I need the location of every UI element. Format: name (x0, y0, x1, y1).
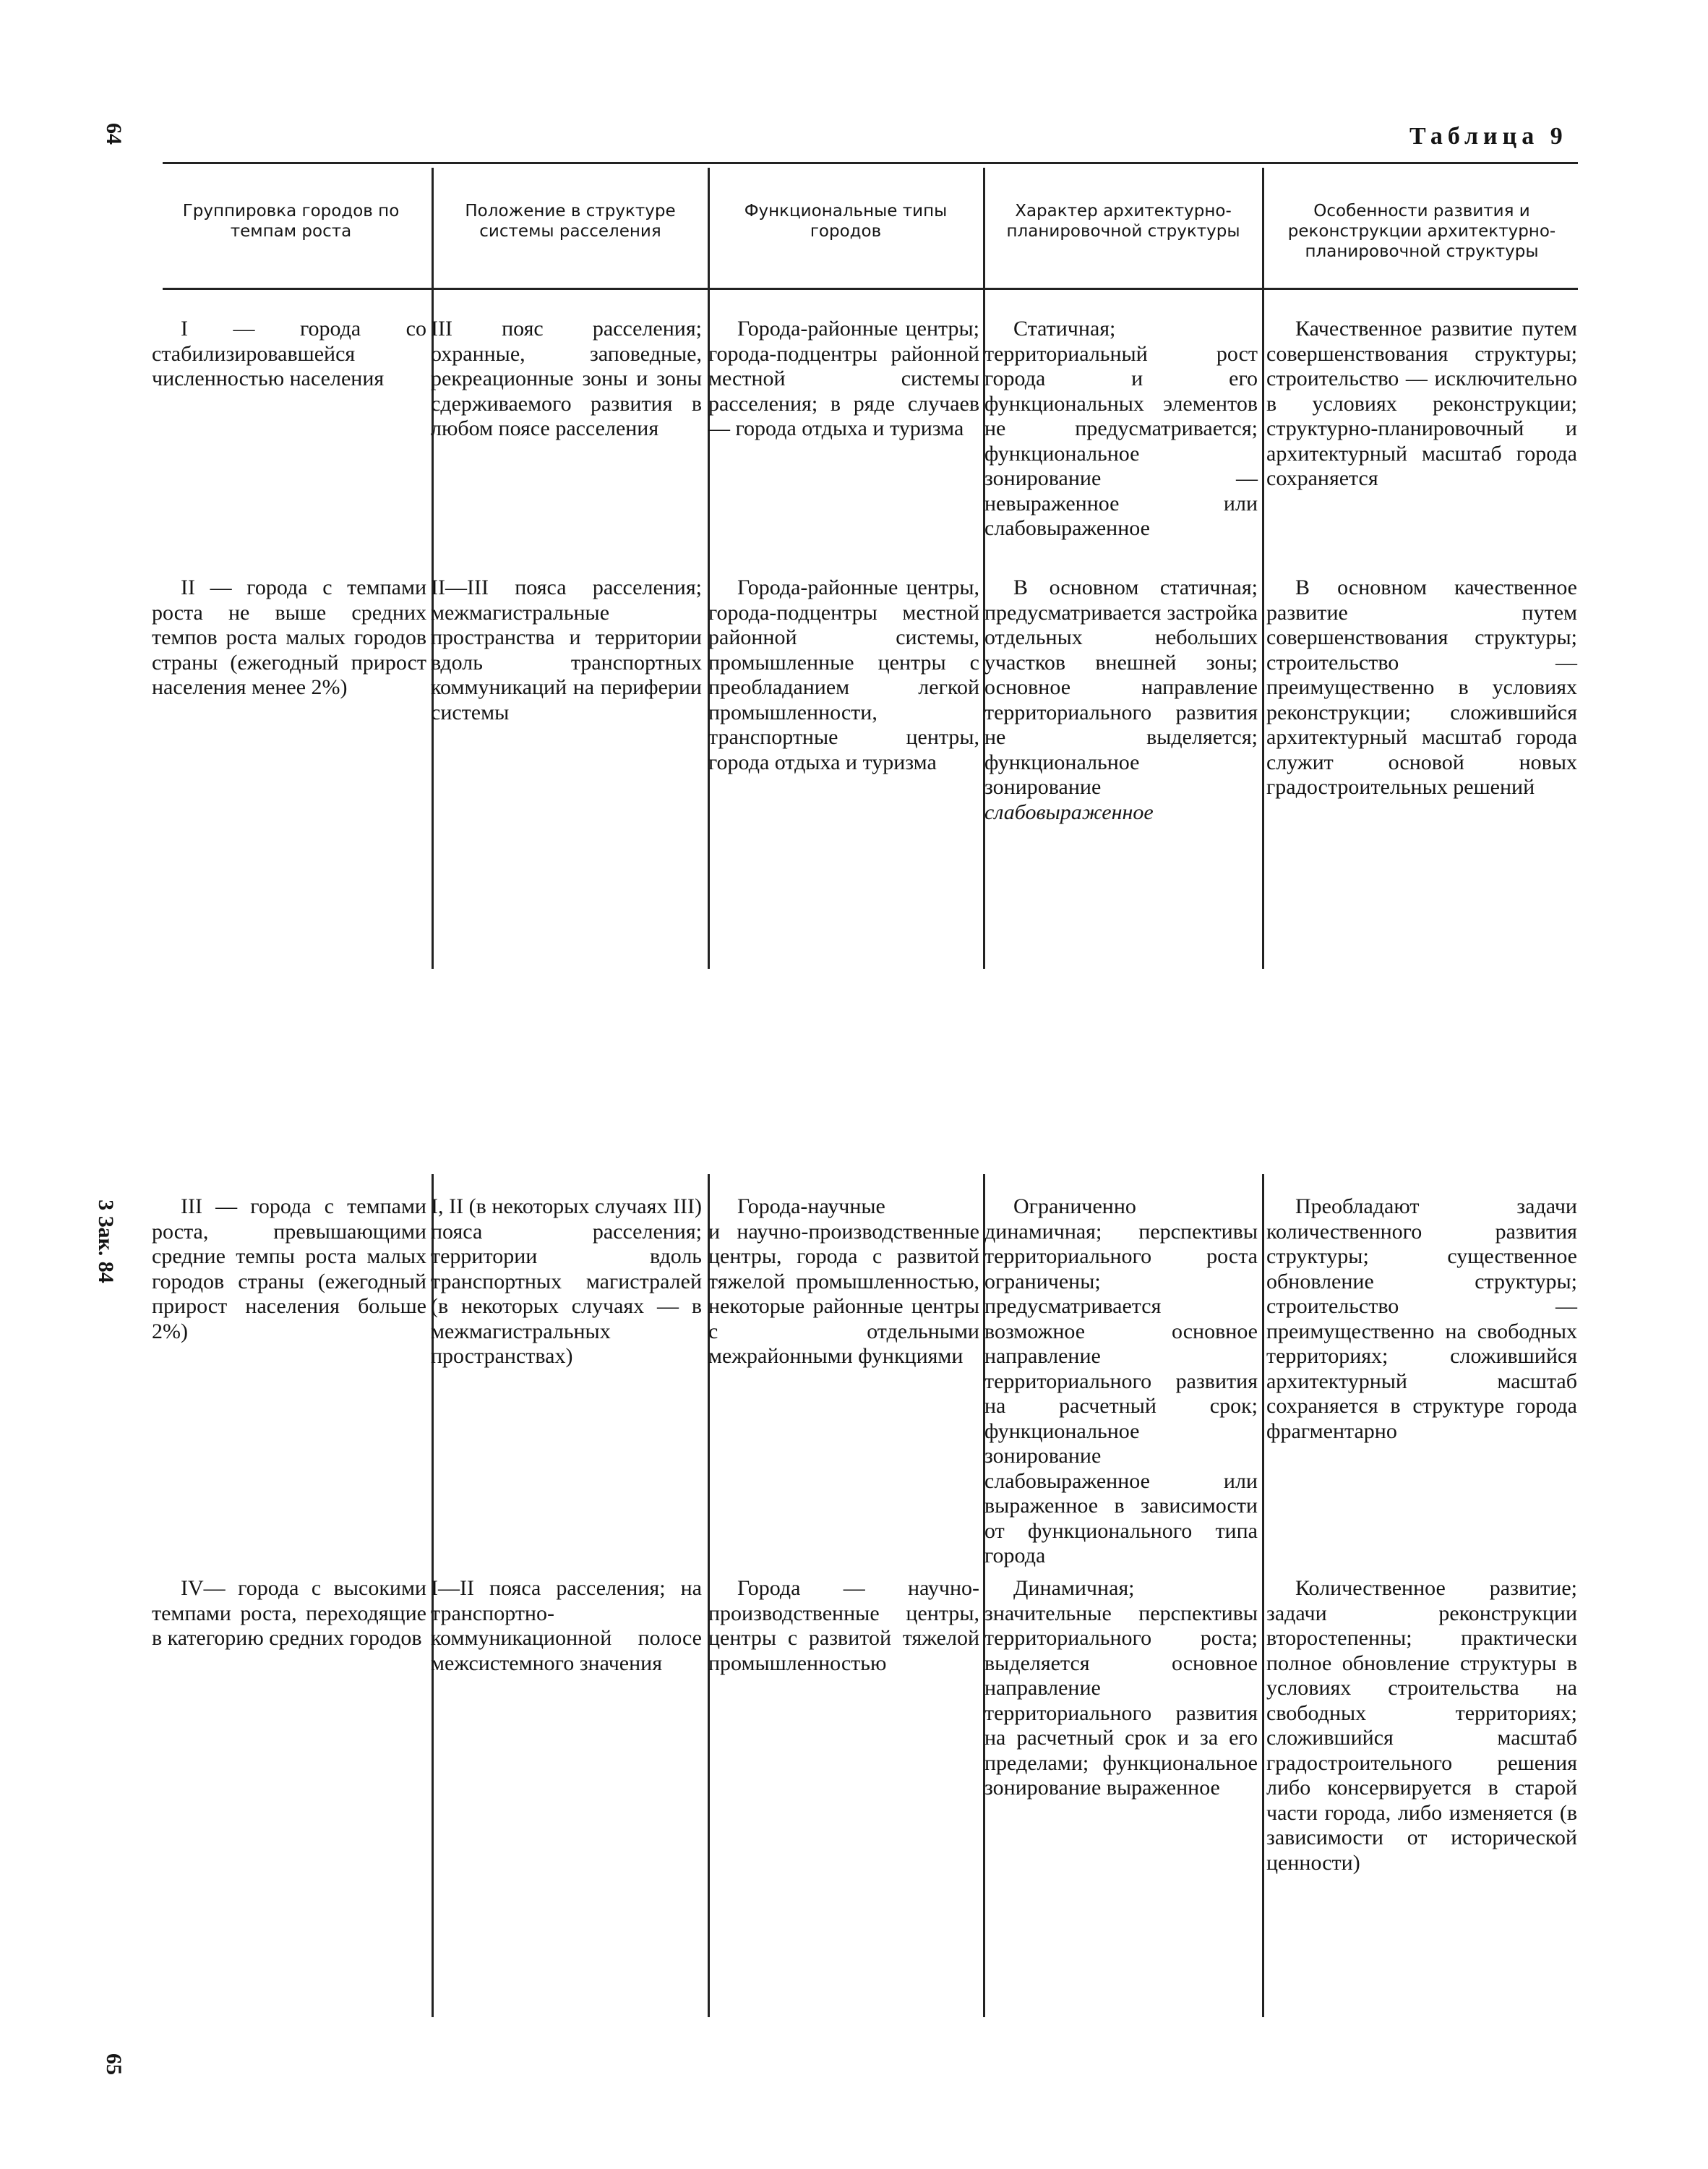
row2-character-italic: слабовыраженное (984, 800, 1154, 824)
header-bottom-rule (163, 288, 1578, 290)
row3-grouping: III — города с темпами роста, превышающими средние темпы роста малых городов страны (ежегодный прирост населения больше 2%) (152, 1194, 426, 1343)
row2-types: Города-районные центры, города-подцентры местной районной системы, промышленные центры с преобладанием легкой промышленности, транспортные центры, города отдыха и туризма (708, 576, 979, 774)
row1-types: Города-районные центры; города-подцентры районной местной системы расселения; в ряде случаев — города отдыха и туризма (708, 317, 979, 440)
row4-features: Количественное развитие; задачи реконструкции второстепенны; практически полное обновление структуры в условиях строительства на свободных территориях; сложившийся масштаб градостроительного решения либо консервируется в старой части города, либо изменяется (в зависимости от исторической ценности) (1266, 1576, 1577, 1875)
row1-position: III пояс расселения; охранные, заповедные, рекреационные зоны и зоны сдерживаемого развития в любом поясе расселения (431, 317, 702, 440)
row3-position: I, II (в некоторых случаях III) пояса расселения; территории вдоль транспортных магистралей (в некоторых случаях — в межмагистральных пространствах) (431, 1194, 702, 1368)
row3-types-head: Города-научные (737, 1194, 885, 1218)
row3-character: Ограниченно динамичная; перспективы территориального роста ограничены; предусматривается возможное основное направление территориального развития на расчетный срок; функциональное зонирование слабовыраженное или выраженное в зависимости от функционального типа города (984, 1194, 1258, 1567)
header-features: Особенности развития и реконструкции архитектурно-планировочной структуры (1287, 202, 1556, 261)
column-divider (1262, 168, 1264, 969)
column-divider (1262, 1174, 1264, 2017)
row4-types: Города — научно-производственные центры, центры с развитой тяжелой промышленностью (708, 1576, 979, 1675)
column-divider (708, 168, 710, 969)
row1-features: Качественное развитие путем совершенствования структуры; строительство — исключительно в условиях реконструкции; структурно-планировочный и архитектурный масштаб города сохраняется (1266, 317, 1577, 490)
table-title: Таблица 9 (1409, 123, 1568, 150)
header-grouping: Группировка городов по темпам роста (182, 202, 400, 241)
row2-position: II—III пояса расселения; межмагистральные пространства и территории вдоль транспортных коммуникаций на периферии системы (431, 576, 702, 724)
order-note: 3 Зак. 84 (93, 1199, 118, 1283)
row2-character-text: В основном статичная; предусматривается застройка отдельных небольших участков внешней зоны; основное направление территориального развития не выделяется; функциональное зонирование (984, 576, 1258, 799)
row2-features: В основном качественное развитие путем совершенствования структуры; строительство — преимущественно в условиях реконструкции; сложившийся архитектурный масштаб города служит основой новых градостроительных решений (1266, 576, 1577, 799)
row3-types-text: и научно-производственные центры, города с развитой тяжелой промышленностью, некоторые районные центры с отдельными межрайонными функциями (708, 1219, 979, 1368)
row3-types (708, 1194, 979, 1369)
row2-character (984, 576, 1258, 825)
row1-character: Статичная; территориальный рост города и его функциональных элементов не предусматривается; функциональное зонирование — невыраженное или слабовыраженное (984, 317, 1258, 540)
table-top-rule (163, 162, 1578, 164)
row4-character: Динамичная; значительные перспективы территориального роста; выделяется основное направление территориального развития на расчетный срок и за его пределами; функциональное зонирование выраженное (984, 1576, 1258, 1800)
header-types: Функциональные типы городов (744, 202, 948, 241)
row4-position: I—II пояса расселения; на транспортно-коммуникационной полосе межсистемного значения (431, 1576, 702, 1675)
header-character: Характер архитектурно-планировочной структуры (1006, 202, 1240, 241)
row3-features: Преобладают задачи количественного развития структуры; существенное обновление структуры; строительство — преимущественно на свободных территориях; сложившийся архитектурный масштаб сохраняется в структуре города фрагментарно (1266, 1194, 1577, 1443)
header-position: Положение в структуре системы расселения (465, 202, 676, 241)
column-divider (983, 168, 985, 969)
row4-grouping: IV— города с высокими темпами роста, переходящие в категорию средних городов (152, 1576, 426, 1650)
page-number-bottom: 65 (102, 2053, 126, 2075)
page-number-top: 64 (102, 123, 126, 145)
row1-grouping: I — города со стабилизировавшейся численностью населения (152, 317, 426, 390)
column-divider (432, 168, 434, 969)
row2-grouping: II — города с темпами роста не выше средних темпов роста малых городов страны (ежегодный прирост населения менее 2%) (152, 576, 426, 699)
